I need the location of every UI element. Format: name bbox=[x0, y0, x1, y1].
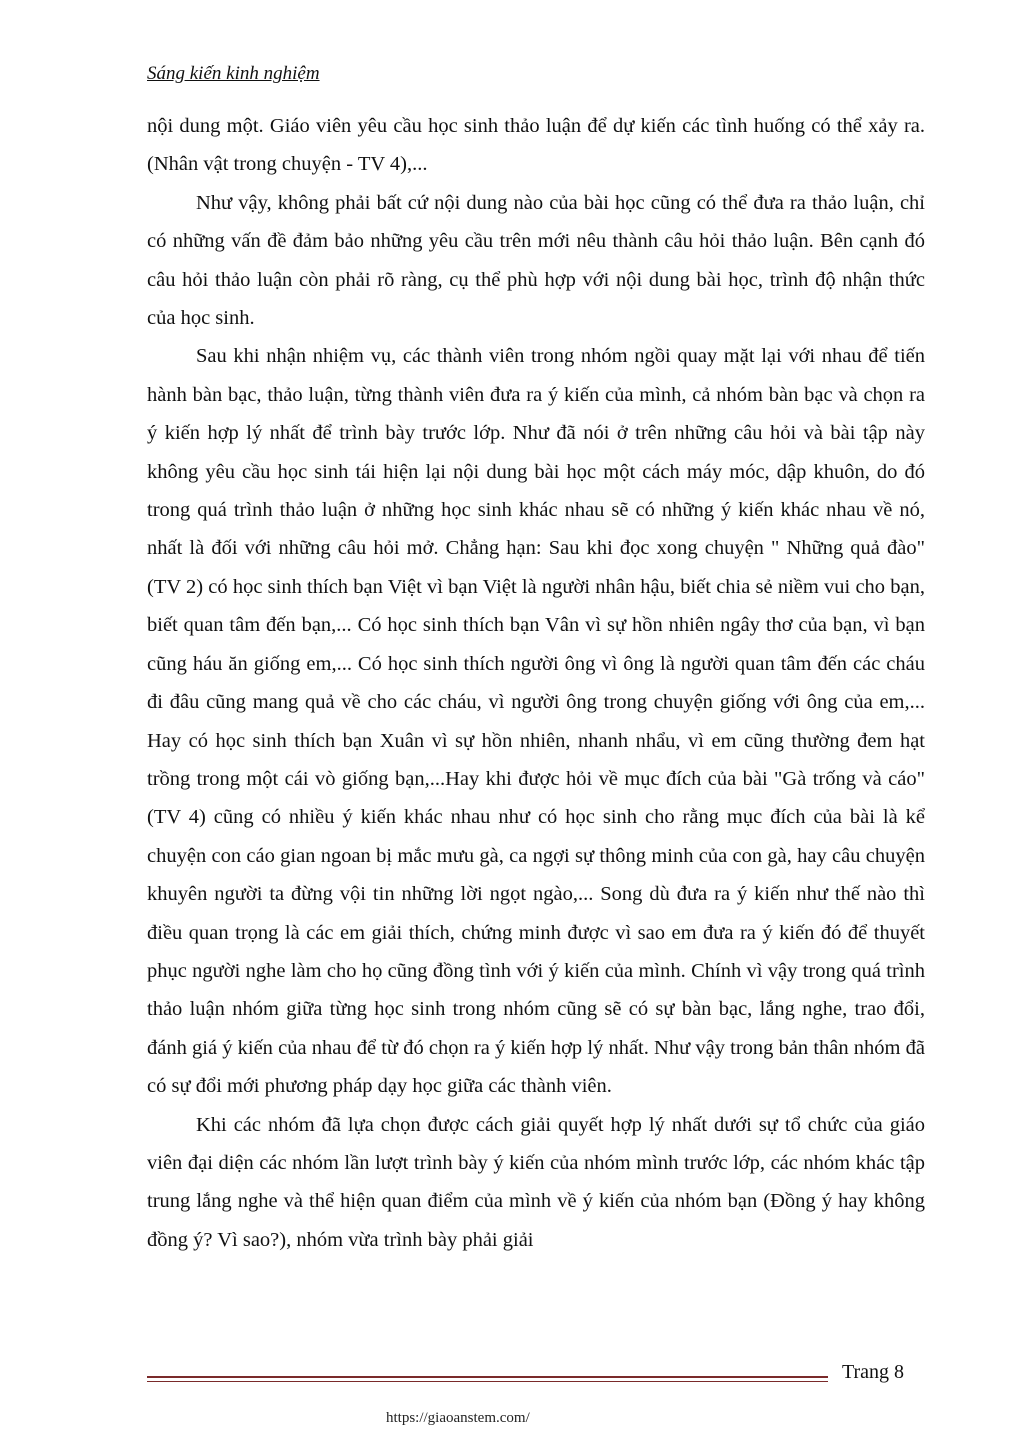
footer-url: https://giaoanstem.com/ bbox=[386, 1410, 530, 1426]
footer-rule-thin bbox=[147, 1381, 828, 1382]
page-number: Trang 8 bbox=[842, 1361, 905, 1383]
document-body bbox=[147, 107, 925, 1259]
paragraph-3: Sau khi nhận nhiệm vụ, các thành viên trong nhóm ngồi quay mặt lại với nhau để tiến hành bàn bạc, thảo luận, từng thành viên đưa ra ý kiến của mình, cả nhóm bàn bạc và chọn ra ý kiến hợp lý nhất để trình bày trước lớp. Như đã nói ở trên những câu hỏi và bài tập này không yêu cầu học sinh tái hiện lại nội dung bài học một cách máy móc, dập khuôn, do đó trong quá trình thảo luận ở những học sinh khác nhau sẽ có những ý kiến khác nhau về nó, nhất là đối với những câu hỏi mở. Chẳng hạn: Sau khi đọc xong chuyện " Những quả đào" (TV 2) có học sinh thích bạn Việt vì bạn Việt là người nhân hậu, biết chia sẻ niềm vui cho bạn, biết quan tâm đến bạn,... Có học sinh thích bạn Vân vì sự hồn nhiên ngây thơ của bạn, vì bạn cũng háu ăn giống em,... Có học sinh thích người ông vì ông là người quan tâm đến các cháu đi đâu cũng mang quả về cho các cháu, vì người ông trong chuyện giống với ông của em,... Hay có học sinh thích bạn Xuân vì sự hồn nhiên, nhanh nhẩu, vì em cũng thường đem hạt trồng trong một cái vò giống bạn,...Hay khi được hỏi về mục đích của bài "Gà trống và cáo" (TV 4) cũng có nhiều ý kiến khác nhau như có học sinh cho rằng mục đích của bài là kể chuyện con cáo gian ngoan bị mắc mưu gà, ca ngợi sự thông minh của con gà, hay câu chuyện khuyên người ta đừng vội tin những lời ngọt ngào,... Song dù đưa ra ý kiến như thế nào thì điều quan trọng là các em giải thích, chứng minh được vì sao em đưa ra ý kiến đó để thuyết phục người nghe làm cho họ cũng đồng tình với ý kiến của mình. Chính vì vậy trong quá trình thảo luận nhóm giữa từng học sinh trong nhóm cũng sẽ có sự bàn bạc, lắng nghe, trao đổi, đánh giá ý kiến của nhau để từ đó chọn ra ý kiến hợp lý nhất. Như vậy trong bản thân nhóm đã có sự đổi mới phương pháp dạy học giữa các thành viên. bbox=[147, 345, 925, 1098]
paragraph-1: nội dung một. Giáo viên yêu cầu học sinh thảo luận để dự kiến các tình huống có thể xảy ra. (Nhân vật trong chuyện - TV 4),... bbox=[147, 115, 925, 176]
page-header: Sáng kiến kinh nghiệm bbox=[147, 63, 320, 84]
paragraph-4: Khi các nhóm đã lựa chọn được cách giải quyết hợp lý nhất dưới sự tổ chức của giáo viên đại diện các nhóm lần lượt trình bày ý kiến của nhóm mình trước lớp, các nhóm khác tập trung lắng nghe và thể hiện quan điểm của mình về ý kiến của nhóm bạn (Đồng ý hay không đồng ý? Vì sao?), nhóm vừa trình bày phải giải bbox=[147, 1113, 925, 1251]
footer-rule bbox=[147, 1376, 828, 1382]
footer-rule-thick bbox=[147, 1376, 828, 1378]
paragraph-2: Như vậy, không phải bất cứ nội dung nào của bài học cũng có thể đưa ra thảo luận, chỉ có những vấn đề đảm bảo những yêu cầu trên mới nêu thành câu hỏi thảo luận. Bên cạnh đó câu hỏi thảo luận còn phải rõ ràng, cụ thể phù hợp với nội dung bài học, trình độ nhận thức của học sinh. bbox=[147, 191, 925, 330]
